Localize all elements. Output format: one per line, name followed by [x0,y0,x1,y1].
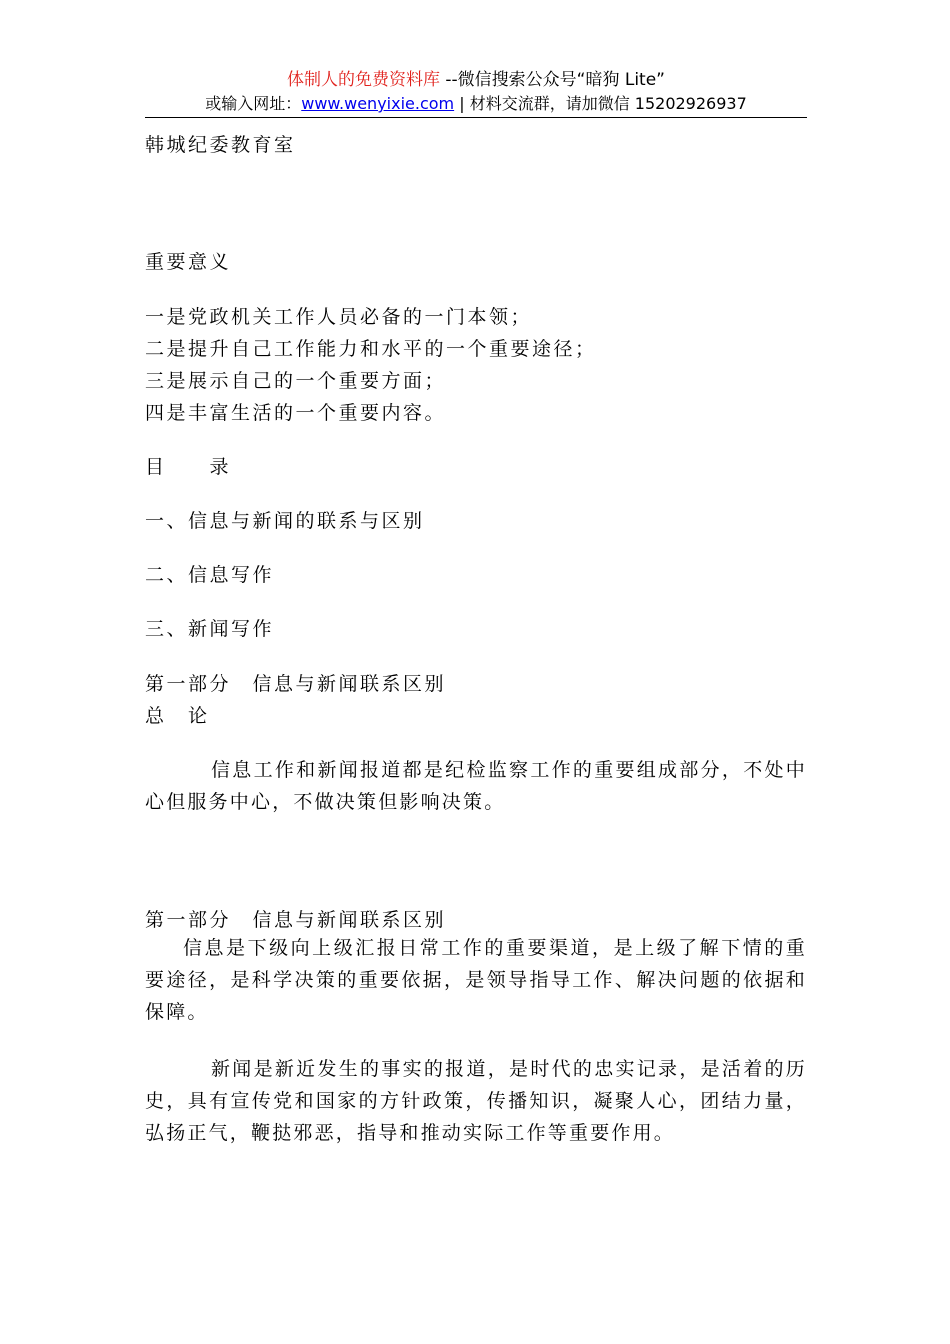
part1-title-repeat: 第一部分 信息与新闻联系区别 [145,909,447,931]
toc-heading: 目 录 [145,456,232,478]
header-brand: 体制人的免费资料库 [286,70,440,90]
header-line-1 [145,68,807,92]
org-name: 韩城纪委教育室 [145,134,296,156]
significance-heading: 重要意义 [145,251,232,273]
significance-item-3: 三是展示自己的一个重要方面； [145,370,447,392]
page-header [145,68,807,116]
header-line-2 [145,92,807,116]
news-paragraph: 新闻是新近发生的事实的报道，是时代的忠实记录，是活着的历史，具有宣传党和国家的方针政策，传播知识，凝聚人心，团结力量，弘扬正气，鞭挞邪恶，指导和推动实际工作等重要作用。 [145,1058,807,1144]
overview-paragraph: 信息工作和新闻报道都是纪检监察工作的重要组成部分，不处中心但服务中心，不做决策但影响决策。 [145,759,807,813]
significance-item-2: 二是提升自己工作能力和水平的一个重要途径； [145,338,597,360]
header-divider [145,117,807,118]
header-url-prefix: 或输入网址： [205,94,302,113]
significance-item-4: 四是丰富生活的一个重要内容。 [145,402,447,424]
toc-item-2: 二、信息写作 [145,564,275,586]
header-contact: | 材料交流群，请加微信 15202926937 [454,94,747,113]
overview-heading: 总 论 [145,705,210,727]
part1-title: 第一部分 信息与新闻联系区别 [145,673,447,695]
header-tagline: --微信搜索公众号“暗狗 Lite” [439,70,665,90]
header-url-link[interactable]: www.wenyixie.com [301,94,455,113]
info-paragraph: 信息是下级向上级汇报日常工作的重要渠道，是上级了解下情的重要途径，是科学决策的重要依据，是领导指导工作、解决问题的依据和保障。 [145,937,807,1023]
toc-item-3: 三、新闻写作 [145,618,275,640]
significance-item-1: 一是党政机关工作人员必备的一门本领； [145,306,533,328]
toc-item-1: 一、信息与新闻的联系与区别 [145,510,425,532]
